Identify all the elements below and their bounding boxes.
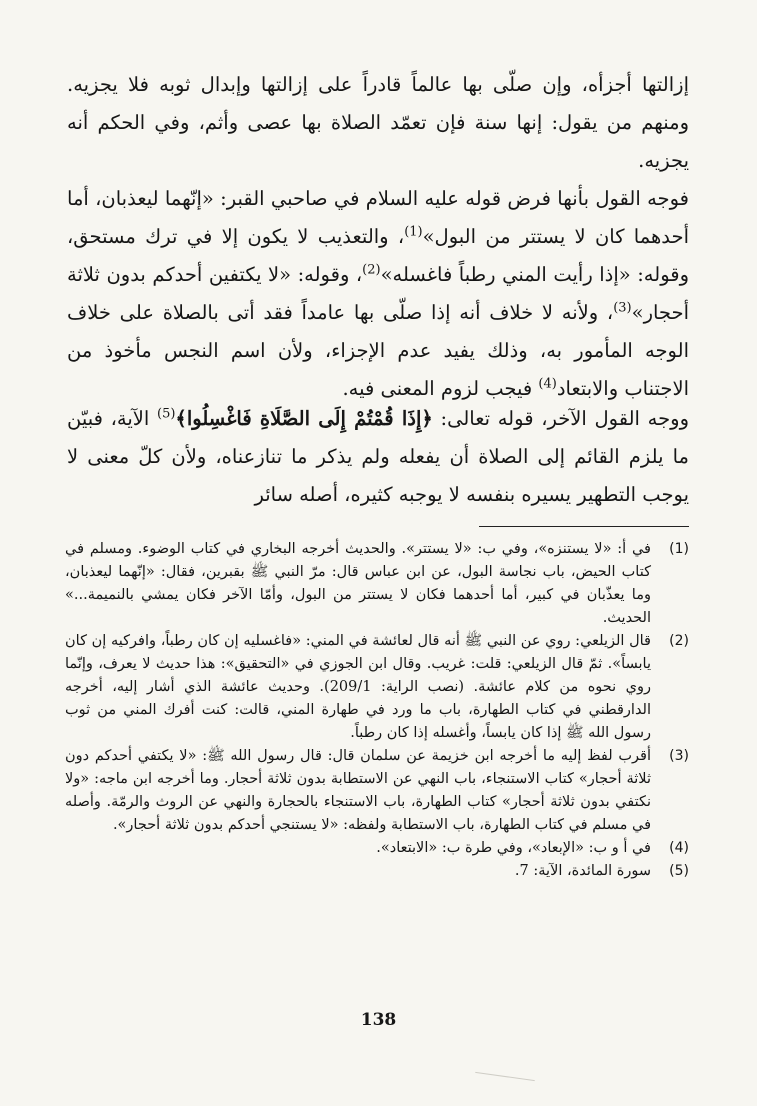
footnote-5: [65, 860, 689, 883]
paragraph-text: [67, 180, 689, 408]
paragraph-segment: الآية، فبيّن ما يلزم القائم إلى الصلاة أن يفعله ولم يذكر ما تنازعناه، ولأن كلّ معنى لا يوجب التطهير يسيره بنفسه لا يوجبه كثيره، أصله سائر: [67, 407, 689, 506]
paragraph-segment: ووجه القول الآخر، قوله تعالى:: [432, 407, 689, 430]
footnote-number: (1): [669, 541, 689, 557]
main-paragraph-3: [67, 400, 689, 514]
footnote-text: في أ و ب: «الإبعاد»، وفي طرة ب: «الابتعاد».: [376, 840, 651, 856]
footnote-number: (2): [669, 633, 689, 649]
main-paragraph-1: [67, 66, 689, 180]
footnote-text: قال الزيلعي: روي عن النبي ﷺ أنه قال لعائشة في المني: «فاغسليه إن كان رطباً، وافركيه إن كان يابساً». ثمّ قال الزيلعي: قلت: غريب. وقال ابن الجوزي في «التحقيق»: هذا حديث لا يعرف، وإنّما روي نحوه من كلام عائشة. (نصب الراية: 209/1). وحديث عائشة الذي أشار إليه، أخرجه الدارقطني في كتاب الطهارة، باب ما ورد في طهارة المني، قالت: كنت أفرك المني من ثوب رسول الله ﷺ إذا كان يابساً، وأغسله إذا كان رطباً.: [65, 633, 651, 741]
footnotes: [65, 538, 689, 883]
quran-verse: ﴿إِذَا قُمْتُمْ إِلَى الصَّلَاةِ فَاغْسِلُوا﴾: [175, 407, 433, 430]
footnote-4: [65, 837, 689, 860]
footnote-text: أقرب لفظ إليه ما أخرجه ابن خزيمة عن سلمان قال: قال رسول الله ﷺ: «لا يكتفي أحدكم دون ثلاثة أحجار» كتاب الاستنجاء، باب النهي عن الاستطابة بدون ثلاثة أحجار. وما أخرجه ابن ماجه: «ولا نكتفي بدون ثلاثة أحجار» كتاب الطهارة، باب الاستنجاء بالحجارة والنهي عن الروث والرمّة. وأصله في مسلم في كتاب الطهارة، باب الاستطابة ولفظه: «لا يستنجي أحدكم بدون ثلاثة أحجار».: [65, 748, 651, 833]
footnote-1: [65, 538, 689, 630]
paragraph-segment: فيجب لزوم المعنى فيه.: [342, 377, 539, 400]
footnote-number: (4): [669, 840, 689, 856]
footnote-reference-1[interactable]: (1): [404, 224, 423, 240]
footnote-separator: [479, 526, 689, 527]
footnote-reference-2[interactable]: (2): [362, 262, 381, 278]
footnote-text: سورة المائدة، الآية: 7.: [514, 863, 651, 879]
paragraph-segment: ، ولأنه لا خلاف أنه إذا صلّى بها عامداً فقد أتى بالصلاة على خلاف الوجه المأمور به، وذلك يفيد عدم الإجزاء، ولأن اسم النجس مأخوذ من الاجتناب والابتعاد: [67, 301, 689, 400]
page-number: 138: [360, 1010, 397, 1030]
footnote-number: (5): [669, 863, 689, 879]
footnote-2: [65, 630, 689, 745]
main-paragraph-2: [67, 180, 689, 408]
paragraph-segment: ، وقوله: «لا يكتفين أحدكم بدون ثلاثة أحجار»: [67, 263, 689, 324]
paragraph-segment: ، والتعذيب لا يكون إلا في ترك مستحق، وقوله: «إذا رأيت المني رطباً فاغسله»: [67, 225, 690, 286]
footnote-reference-4[interactable]: (4): [538, 376, 557, 392]
footnote-reference-5[interactable]: (5): [157, 406, 176, 422]
footnote-text: في أ: «لا يستنزه»، وفي ب: «لا يستتر». والحديث أخرجه البخاري في كتاب الوضوء. ومسلم في كتاب الحيض، باب نجاسة البول، عن ابن عباس قال: مرّ النبي ﷺ بقبرين، فقال: «إنّهما ليعذبان، وما يعذّبان في كبير، أما أحدهما فكان لا يستتر من البول، وأمّا الآخر فكان يمشي بالنميمة...» الحديث.: [65, 541, 651, 626]
paragraph-text: [67, 400, 689, 514]
footnote-number: (3): [669, 748, 689, 764]
footnote-reference-3[interactable]: (3): [613, 300, 632, 316]
paragraph-text: إزالتها أجزأه، وإن صلّى بها عالماً قادراً على إزالتها وإبدال ثوبه فلا يجزيه. ومنهم من يقول: إنها سنة فإن تعمّد الصلاة بها عصى وأثم، وفي الحكم أنه يجزيه.: [67, 73, 689, 172]
paragraph-segment: فوجه القول بأنها فرض قوله عليه السلام في صاحبي القبر: «إنّهما ليعذبان، أما أحدهما كان لا يستتر من البول»: [67, 187, 690, 248]
footnote-3: [65, 745, 689, 837]
scan-artifact: [475, 1072, 535, 1081]
